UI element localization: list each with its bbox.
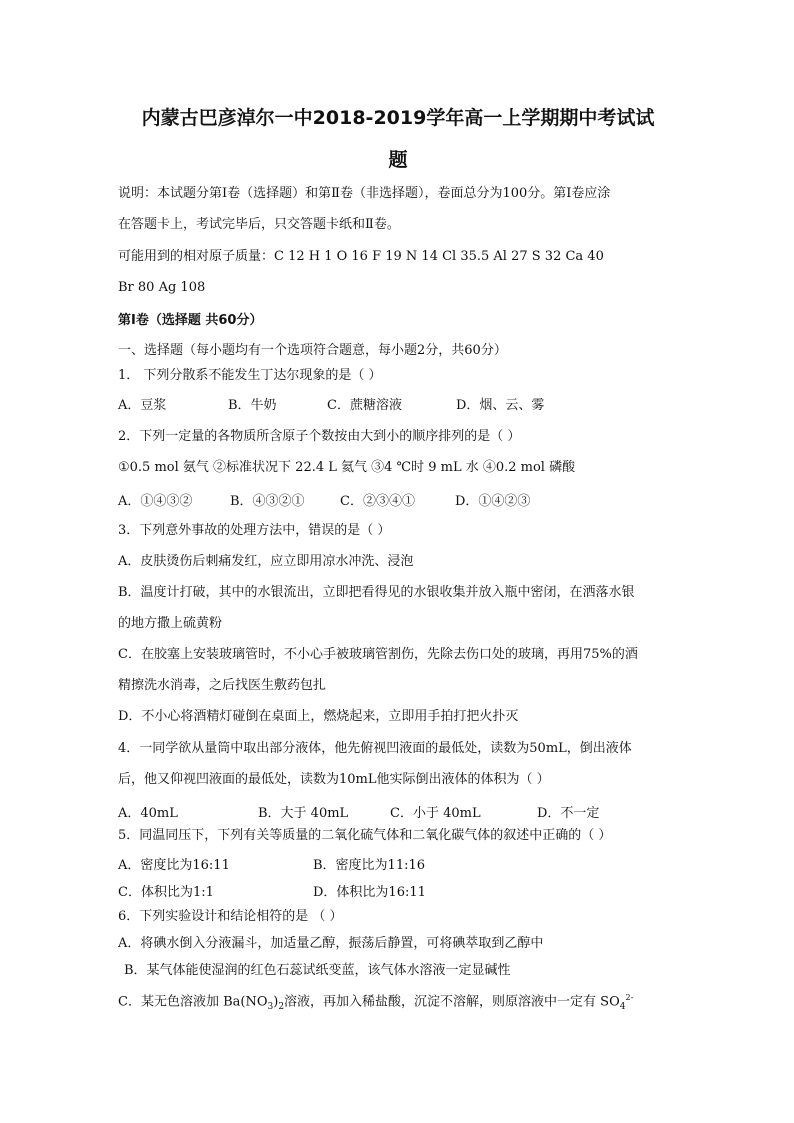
q6-subscript-4: 4 <box>619 1001 626 1012</box>
intro-line-2: 在答题卡上，考试完毕后，只交答题卡纸和Ⅱ卷。 <box>118 217 400 232</box>
q4-option-b: B．大于 40mL <box>258 806 349 821</box>
q6-stem: 6．下列实验设计和结论相符的是 （ ） <box>118 909 343 924</box>
q6-option-b: B．某气体能使湿润的红色石蕊试纸变蓝，该气体水溶液一定显碱性 <box>124 963 511 978</box>
q2-stem: 2．下列一定量的各物质所含原子个数按由大到小的顺序排列的是（ ） <box>118 429 521 444</box>
q2-option-c: C．②③④① <box>340 494 415 509</box>
q4-stem: 4．一同学欲从量筒中取出部分液体，他先俯视凹液面的最低处，读数为50mL，倒出液体 <box>118 741 632 756</box>
q1-stem: 1． 下列分散系不能发生丁达尔现象的是（ ） <box>118 368 382 383</box>
q4-option-a: A．40mL <box>118 806 178 821</box>
atomic-masses-line-2: Br 80 Ag 108 <box>118 280 206 295</box>
q5-option-d: D．体积比为16:11 <box>313 885 426 900</box>
q3-option-c: C．在胶塞上安装玻璃管时，不小心手被玻璃管割伤，先除去伤口处的玻璃，再用75%的酒 <box>118 647 638 662</box>
intro-line-1: 说明：本试题分第Ⅰ卷（选择题）和第Ⅱ卷（非选择题），卷面总分为100分。第Ⅰ卷应涂 <box>118 186 611 201</box>
exam-title: 内蒙古巴彦淖尔一中2018-2019学年高一上学期期中考试试 <box>141 107 655 129</box>
q3-option-d: D．不小心将酒精灯碰倒在桌面上，燃烧起来，立即用手拍打把火扑灭 <box>118 709 519 724</box>
q6-subscript-3: 3 <box>267 1001 274 1012</box>
q2-option-a: A．①④③② <box>118 494 193 509</box>
q1-option-b: B．牛奶 <box>228 398 277 413</box>
q3-option-b-continued: 的地方撒上硫黄粉 <box>118 616 223 631</box>
q5-option-c: C．体积比为1:1 <box>118 885 214 900</box>
q1-option-a: A．豆浆 <box>118 398 167 413</box>
q6-subscript-2: 2 <box>278 1001 285 1012</box>
q6-option-c <box>118 989 633 1016</box>
q3-option-a: A．皮肤烫伤后刺痛发红，应立即用凉水冲洗、浸泡 <box>118 554 414 569</box>
q6-option-a: A．将碘水倒入分液漏斗，加适量乙醇，振荡后静置，可将碘萃取到乙醇中 <box>118 936 544 951</box>
q2-option-d: D．①④②③ <box>455 494 531 509</box>
section-instructions: 一、选择题（每小题均有一个选项符合题意，每小题2分，共60分） <box>118 343 507 358</box>
atomic-masses-line-1: 可能用到的相对原子质量：C 12 H 1 O 16 F 19 N 14 Cl 35.5 Al 27 S 32 Ca 40 <box>118 249 604 264</box>
q6-option-c-text: C．某无色溶液加 Ba(NO <box>118 994 268 1010</box>
q4-stem-continued: 后，他又仰视凹液面的最低处，读数为10mL他实际倒出液体的体积为（ ） <box>118 772 550 787</box>
q6-superscript-charge: 2- <box>625 993 634 1002</box>
q6-option-c-text-2: 溶液，再加入稀盐酸，沉淀不溶解，则原溶液中一定有 SO <box>284 994 620 1010</box>
q1-option-c: C．蔗糖溶液 <box>327 398 402 413</box>
q4-option-d: D．不一定 <box>537 806 600 821</box>
q5-option-b: B．密度比为11:16 <box>313 858 426 873</box>
q6-paren-close: ) <box>273 994 279 1010</box>
q4-option-c: C．小于 40mL <box>390 806 481 821</box>
section-heading: 第Ⅰ卷（选择题 共60分） <box>118 313 263 328</box>
q5-option-a: A．密度比为16:11 <box>118 858 230 873</box>
q2-option-b: B．④③②① <box>230 494 305 509</box>
q2-items: ①0.5 mol 氨气 ②标准状况下 22.4 L 氦气 ③4 ℃时 9 mL 水 ④0.2 mol 磷酸 <box>118 460 576 475</box>
q5-stem: 5．同温同压下，下列有关等质量的二氧化硫气体和二氧化碳气体的叙述中正确的（ ） <box>118 828 612 843</box>
q3-option-c-continued: 精擦洗水消毒，之后找医生敷药包扎 <box>118 678 327 693</box>
q1-option-d: D．烟、云、雾 <box>456 398 545 413</box>
q3-option-b: B．温度计打破，其中的水银流出，立即把看得见的水银收集并放入瓶中密闭，在洒落水银 <box>118 585 635 600</box>
exam-title-continued: 题 <box>388 149 408 171</box>
q3-stem: 3．下列意外事故的处理方法中，错误的是（ ） <box>118 523 391 538</box>
